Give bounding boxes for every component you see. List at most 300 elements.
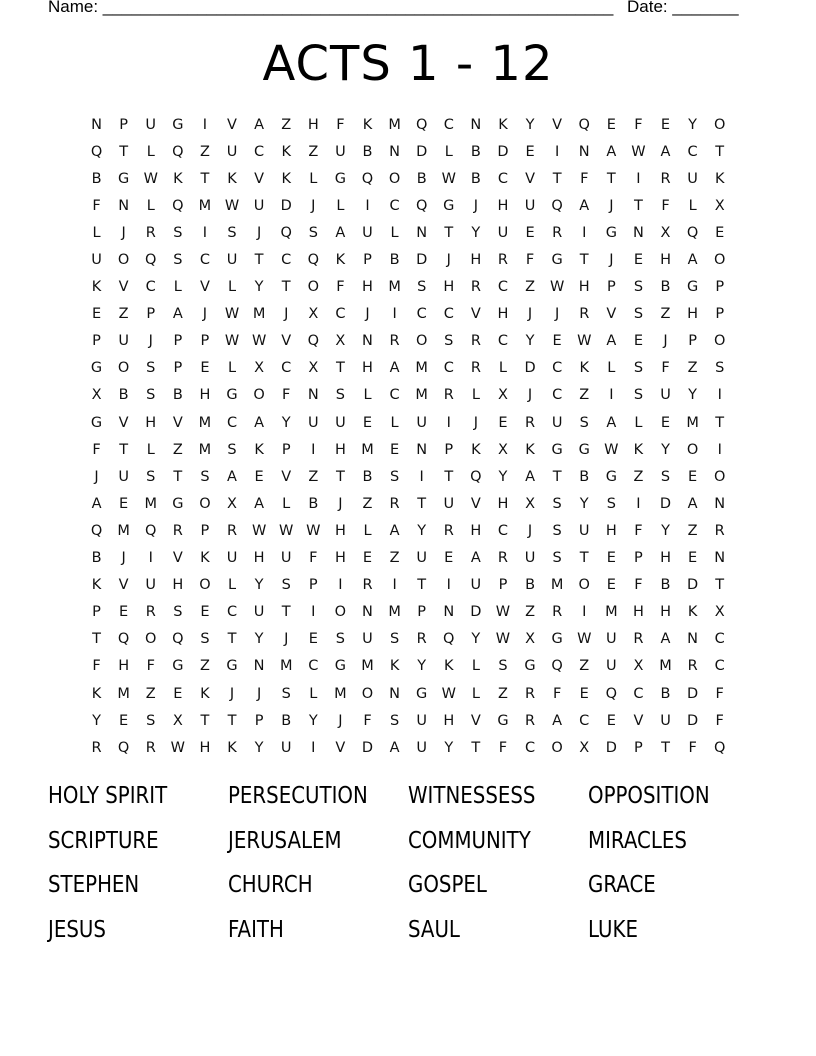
grid-letter: E: [362, 550, 373, 567]
grid-letter: O: [361, 685, 374, 702]
grid-letter: Q: [90, 522, 103, 539]
grid-letter: B: [416, 170, 427, 187]
grid-letter: X: [335, 333, 346, 350]
grid-letter: I: [582, 224, 587, 241]
grid-letter: P: [173, 360, 183, 377]
grid-letter: L: [390, 414, 399, 431]
grid-letter: E: [552, 333, 562, 350]
grid-letter: L: [309, 170, 318, 187]
grid-letter: U: [660, 712, 671, 729]
grid-letter: G: [551, 252, 563, 269]
grid-letter: R: [525, 712, 536, 729]
grid-letter: O: [199, 577, 211, 594]
grid-letter: E: [715, 224, 725, 241]
grid-letter: I: [365, 197, 370, 214]
grid-letter: B: [389, 252, 400, 269]
grid-letter: I: [419, 468, 424, 485]
grid-letter: Y: [525, 333, 535, 350]
grid-letter: S: [146, 712, 156, 729]
grid-letter: H: [145, 414, 157, 431]
grid-letter: X: [497, 387, 508, 404]
grid-letter: J: [609, 252, 614, 269]
grid-letter: W: [495, 604, 511, 621]
grid-letter: E: [633, 252, 643, 269]
grid-letter: I: [392, 577, 397, 594]
grid-letter: R: [660, 170, 671, 187]
grid-letter: I: [636, 495, 641, 512]
grid-letter: F: [715, 712, 724, 729]
grid-letter: R: [389, 333, 400, 350]
grid-letter: J: [663, 333, 668, 350]
grid-letter: R: [687, 658, 698, 675]
grid-letter: R: [579, 306, 590, 323]
grid-letter: Z: [687, 522, 698, 539]
grid-letter: E: [91, 306, 102, 323]
grid-letter: L: [173, 279, 182, 296]
grid-letter: B: [362, 468, 373, 485]
grid-letter: A: [606, 143, 617, 160]
grid-letter: O: [551, 739, 563, 756]
grid-letter: F: [661, 197, 670, 214]
grid-letter: R: [470, 333, 481, 350]
grid-letter: L: [634, 414, 643, 431]
grid-letter: C: [443, 360, 454, 377]
grid-letter: U: [470, 577, 482, 594]
grid-letter: O: [578, 577, 590, 594]
grid-letter: X: [91, 387, 102, 404]
grid-letter: K: [525, 441, 535, 458]
grid-letter: G: [686, 279, 699, 296]
grid-letter: N: [253, 658, 265, 675]
word-bank-item: PERSECUTION: [228, 783, 368, 809]
grid-letter: D: [687, 685, 699, 702]
grid-letter: Z: [199, 143, 210, 160]
grid-letter: U: [280, 739, 292, 756]
grid-letter: Q: [578, 116, 590, 133]
grid-letter: T: [661, 739, 670, 756]
grid-letter: V: [470, 712, 481, 729]
grid-letter: D: [497, 143, 509, 160]
grid-letter: C: [308, 658, 319, 675]
grid-letter: C: [579, 712, 590, 729]
grid-letter: Z: [633, 468, 644, 485]
grid-letter: R: [145, 224, 156, 241]
grid-letter: Q: [307, 252, 319, 269]
grid-letter: U: [253, 604, 265, 621]
grid-letter: X: [579, 739, 590, 756]
grid-letter: Y: [471, 224, 481, 241]
grid-letter: N: [470, 116, 482, 133]
grid-letter: H: [687, 306, 699, 323]
grid-letter: V: [172, 550, 183, 567]
grid-letter: M: [117, 685, 130, 702]
grid-letter: V: [199, 279, 210, 296]
grid-letter: E: [606, 550, 616, 567]
grid-letter: W: [549, 279, 565, 296]
grid-letter: P: [715, 279, 725, 296]
grid-letter: Q: [172, 631, 184, 648]
grid-letter: Z: [199, 658, 210, 675]
grid-letter: E: [688, 550, 698, 567]
grid-letter: J: [284, 306, 289, 323]
grid-letter: F: [688, 739, 697, 756]
grid-letter: Q: [90, 143, 103, 160]
grid-letter: C: [281, 360, 292, 377]
grid-letter: P: [200, 333, 210, 350]
grid-letter: G: [524, 658, 536, 675]
grid-letter: L: [444, 143, 453, 160]
grid-letter: M: [117, 522, 130, 539]
grid-letter: C: [416, 306, 427, 323]
grid-letter: I: [148, 550, 153, 567]
grid-letter: I: [311, 604, 316, 621]
grid-letter: T: [335, 360, 345, 377]
grid-letter: W: [224, 306, 240, 323]
grid-letter: Q: [713, 739, 726, 756]
grid-letter: L: [471, 658, 480, 675]
grid-letter: L: [146, 441, 155, 458]
grid-letter: T: [633, 197, 643, 214]
grid-letter: Q: [443, 631, 455, 648]
grid-letter: I: [636, 170, 641, 187]
grid-letter: B: [579, 468, 590, 485]
grid-letter: Y: [688, 116, 698, 133]
grid-letter: K: [389, 658, 400, 675]
grid-letter: L: [471, 685, 480, 702]
grid-letter: J: [121, 550, 126, 567]
grid-letter: O: [388, 170, 401, 187]
grid-letter: J: [338, 712, 343, 729]
grid-letter: U: [280, 550, 292, 567]
grid-letter: T: [417, 495, 427, 512]
grid-letter: A: [254, 414, 265, 431]
grid-letter: K: [633, 441, 644, 458]
grid-letter: J: [284, 631, 289, 648]
grid-letter: Q: [172, 197, 184, 214]
grid-letter: L: [227, 279, 237, 296]
grid-letter: I: [202, 224, 208, 241]
grid-letter: H: [660, 252, 671, 269]
grid-letter: V: [172, 414, 183, 431]
grid-letter: L: [688, 197, 697, 214]
grid-letter: E: [633, 333, 643, 350]
grid-letter: G: [443, 197, 455, 214]
grid-letter: H: [443, 279, 455, 296]
date-label: Date: _______: [627, 0, 739, 16]
grid-letter: C: [552, 360, 563, 377]
grid-letter: Z: [497, 685, 508, 702]
grid-letter: T: [579, 252, 589, 269]
grid-letter: B: [91, 550, 102, 567]
grid-letter: A: [687, 252, 698, 269]
grid-letter: U: [660, 387, 671, 404]
grid-letter: R: [389, 495, 400, 512]
grid-letter: O: [686, 441, 699, 458]
grid-letter: S: [498, 658, 508, 675]
grid-letter: D: [605, 739, 617, 756]
grid-letter: N: [443, 604, 455, 621]
grid-letter: O: [713, 116, 726, 133]
grid-letter: M: [361, 441, 374, 458]
grid-letter: Q: [551, 658, 563, 675]
grid-letter: Q: [605, 685, 618, 702]
grid-letter: R: [226, 522, 238, 539]
grid-letter: C: [199, 252, 210, 269]
grid-letter: B: [172, 387, 183, 404]
grid-letter: R: [443, 387, 454, 404]
grid-letter: K: [444, 658, 454, 675]
grid-letter: A: [389, 360, 400, 377]
grid-letter: W: [495, 631, 511, 648]
grid-letter: Q: [551, 197, 563, 214]
grid-letter: R: [362, 577, 373, 594]
grid-letter: C: [226, 414, 238, 431]
grid-letter: M: [415, 387, 428, 404]
grid-letter: U: [687, 170, 698, 187]
grid-letter: M: [252, 306, 266, 323]
grid-letter: R: [714, 522, 725, 539]
grid-letter: Y: [254, 739, 264, 756]
grid-letter: U: [606, 631, 617, 648]
grid-letter: N: [362, 333, 373, 350]
grid-letter: P: [200, 522, 210, 539]
grid-letter: O: [145, 631, 157, 648]
grid-letter: T: [119, 441, 129, 458]
grid-letter: K: [281, 170, 291, 187]
word-bank: [48, 776, 768, 954]
grid-letter: A: [660, 143, 671, 160]
grid-letter: V: [227, 116, 237, 133]
grid-letter: W: [577, 333, 592, 350]
grid-letter: A: [525, 468, 535, 485]
grid-letter: F: [661, 360, 670, 377]
grid-letter: R: [552, 224, 563, 241]
grid-letter: R: [145, 739, 156, 756]
grid-letter: I: [202, 116, 208, 133]
grid-letter: S: [579, 414, 589, 431]
grid-letter: I: [555, 143, 560, 160]
grid-letter: S: [227, 441, 237, 458]
grid-letter: Y: [525, 116, 535, 133]
grid-letter: K: [362, 116, 373, 133]
grid-letter: Z: [281, 116, 292, 133]
grid-letter: O: [713, 252, 726, 269]
grid-letter: N: [416, 441, 428, 458]
grid-letter: S: [633, 387, 644, 404]
grid-letter: J: [446, 252, 451, 269]
grid-letter: K: [281, 143, 291, 160]
page-title: ACTS 1 - 12: [262, 36, 554, 92]
grid-letter: J: [338, 495, 343, 512]
word-bank-item: SCRIPTURE: [48, 827, 159, 854]
grid-letter: S: [281, 685, 291, 702]
grid-letter: S: [444, 333, 454, 350]
grid-letter: E: [660, 116, 671, 133]
grid-letter: T: [227, 631, 237, 648]
grid-letter: U: [524, 197, 536, 214]
word-bank-item: HOLY SPIRIT: [48, 783, 168, 809]
grid-letter: U: [118, 468, 129, 485]
grid-letter: S: [606, 495, 616, 512]
grid-letter: S: [715, 360, 725, 377]
grid-letter: Y: [688, 387, 698, 404]
grid-letter: Q: [172, 143, 184, 160]
grid-letter: W: [251, 522, 267, 539]
grid-letter: R: [470, 360, 481, 377]
grid-letter: G: [551, 441, 563, 458]
grid-letter: B: [281, 712, 292, 729]
grid-letter: N: [362, 604, 373, 621]
grid-letter: T: [715, 143, 725, 160]
grid-letter: T: [444, 468, 454, 485]
grid-letter: N: [578, 143, 590, 160]
grid-letter: V: [335, 739, 346, 756]
grid-letter: P: [715, 306, 725, 323]
grid-letter: U: [307, 414, 319, 431]
grid-letter: J: [256, 685, 262, 702]
grid-letter: S: [200, 468, 210, 485]
name-label: Name: ______________________________________________________: [48, 0, 614, 16]
letter-grid: [83, 111, 733, 761]
grid-letter: Y: [417, 658, 427, 675]
grid-letter: X: [714, 197, 725, 214]
grid-letter: J: [229, 685, 235, 702]
grid-letter: O: [199, 495, 211, 512]
grid-letter: M: [334, 685, 347, 702]
grid-letter: M: [388, 116, 401, 133]
grid-letter: P: [417, 604, 427, 621]
grid-letter: K: [91, 279, 102, 296]
grid-letter: V: [470, 495, 481, 512]
grid-letter: U: [145, 116, 157, 133]
grid-letter: H: [199, 739, 211, 756]
grid-letter: M: [686, 414, 699, 431]
grid-letter: A: [254, 116, 265, 133]
grid-letter: V: [606, 306, 617, 323]
grid-letter: M: [361, 658, 374, 675]
grid-letter: J: [473, 197, 478, 214]
grid-letter: J: [527, 522, 533, 539]
grid-letter: G: [172, 495, 184, 512]
grid-letter: U: [443, 495, 455, 512]
grid-letter: G: [578, 441, 590, 458]
grid-letter: S: [552, 550, 562, 567]
grid-letter: I: [311, 441, 316, 458]
grid-letter: W: [631, 143, 646, 160]
grid-letter: Y: [471, 631, 481, 648]
grid-letter: K: [579, 360, 589, 377]
grid-letter: V: [254, 170, 265, 187]
grid-letter: F: [92, 658, 101, 675]
grid-letter: R: [91, 739, 102, 756]
grid-letter: W: [279, 522, 294, 539]
grid-letter: Q: [117, 631, 130, 648]
grid-letter: E: [525, 143, 535, 160]
grid-letter: M: [550, 577, 564, 594]
grid-letter: T: [281, 279, 291, 296]
grid-letter: X: [254, 360, 265, 377]
grid-letter: A: [335, 224, 346, 241]
grid-letter: K: [227, 739, 237, 756]
grid-letter: H: [118, 658, 130, 675]
grid-letter: B: [660, 577, 671, 594]
grid-letter: Q: [470, 468, 482, 485]
word-bank-item: STEPHEN: [48, 872, 140, 898]
grid-letter: O: [117, 360, 130, 377]
grid-letter: Y: [281, 414, 291, 431]
grid-letter: U: [416, 414, 427, 431]
grid-letter: P: [254, 712, 264, 729]
grid-letter: P: [688, 333, 697, 350]
grid-letter: H: [334, 550, 346, 567]
grid-letter: D: [687, 577, 699, 594]
grid-letter: D: [416, 252, 428, 269]
grid-letter: P: [119, 116, 129, 133]
grid-letter: U: [416, 739, 427, 756]
grid-letter: Q: [117, 739, 130, 756]
grid-letter: R: [470, 279, 481, 296]
grid-letter: V: [118, 414, 129, 431]
grid-letter: E: [254, 468, 264, 485]
grid-letter: Z: [525, 604, 536, 621]
grid-letter: S: [335, 387, 345, 404]
grid-letter: H: [253, 550, 265, 567]
grid-letter: U: [226, 550, 238, 567]
grid-letter: Z: [118, 306, 129, 323]
grid-letter: U: [145, 577, 157, 594]
grid-letter: S: [281, 577, 291, 594]
grid-letter: Y: [579, 495, 589, 512]
grid-letter: O: [307, 279, 319, 296]
grid-letter: E: [660, 414, 671, 431]
grid-letter: O: [334, 604, 347, 621]
grid-letter: M: [144, 495, 157, 512]
grid-letter: T: [715, 414, 725, 431]
grid-letter: M: [415, 360, 428, 377]
grid-letter: L: [498, 360, 507, 377]
grid-letter: L: [363, 522, 372, 539]
grid-letter: V: [118, 279, 129, 296]
grid-letter: A: [606, 333, 617, 350]
grid-letter: R: [497, 252, 508, 269]
grid-letter: Q: [686, 224, 699, 241]
grid-letter: H: [443, 712, 455, 729]
grid-letter: O: [253, 387, 265, 404]
grid-letter: K: [254, 441, 264, 458]
grid-letter: M: [279, 658, 293, 675]
grid-letter: E: [119, 495, 129, 512]
grid-letter: E: [200, 604, 210, 621]
grid-letter: S: [417, 279, 427, 296]
word-bank-item: WITNESSESS: [408, 783, 536, 809]
grid-letter: B: [308, 495, 319, 512]
grid-letter: X: [227, 495, 237, 512]
grid-letter: C: [687, 143, 698, 160]
grid-letter: R: [552, 604, 563, 621]
word-bank-item: LUKE: [588, 916, 638, 943]
grid-letter: E: [606, 116, 616, 133]
grid-letter: U: [118, 333, 129, 350]
grid-letter: F: [715, 685, 724, 702]
grid-letter: J: [256, 224, 262, 241]
word-bank-item: JERUSALEM: [228, 827, 342, 854]
grid-letter: N: [714, 495, 726, 512]
grid-letter: Q: [145, 252, 157, 269]
word-bank-item: MIRACLES: [588, 827, 687, 854]
grid-letter: S: [633, 360, 644, 377]
grid-letter: B: [118, 387, 129, 404]
grid-letter: H: [497, 197, 509, 214]
